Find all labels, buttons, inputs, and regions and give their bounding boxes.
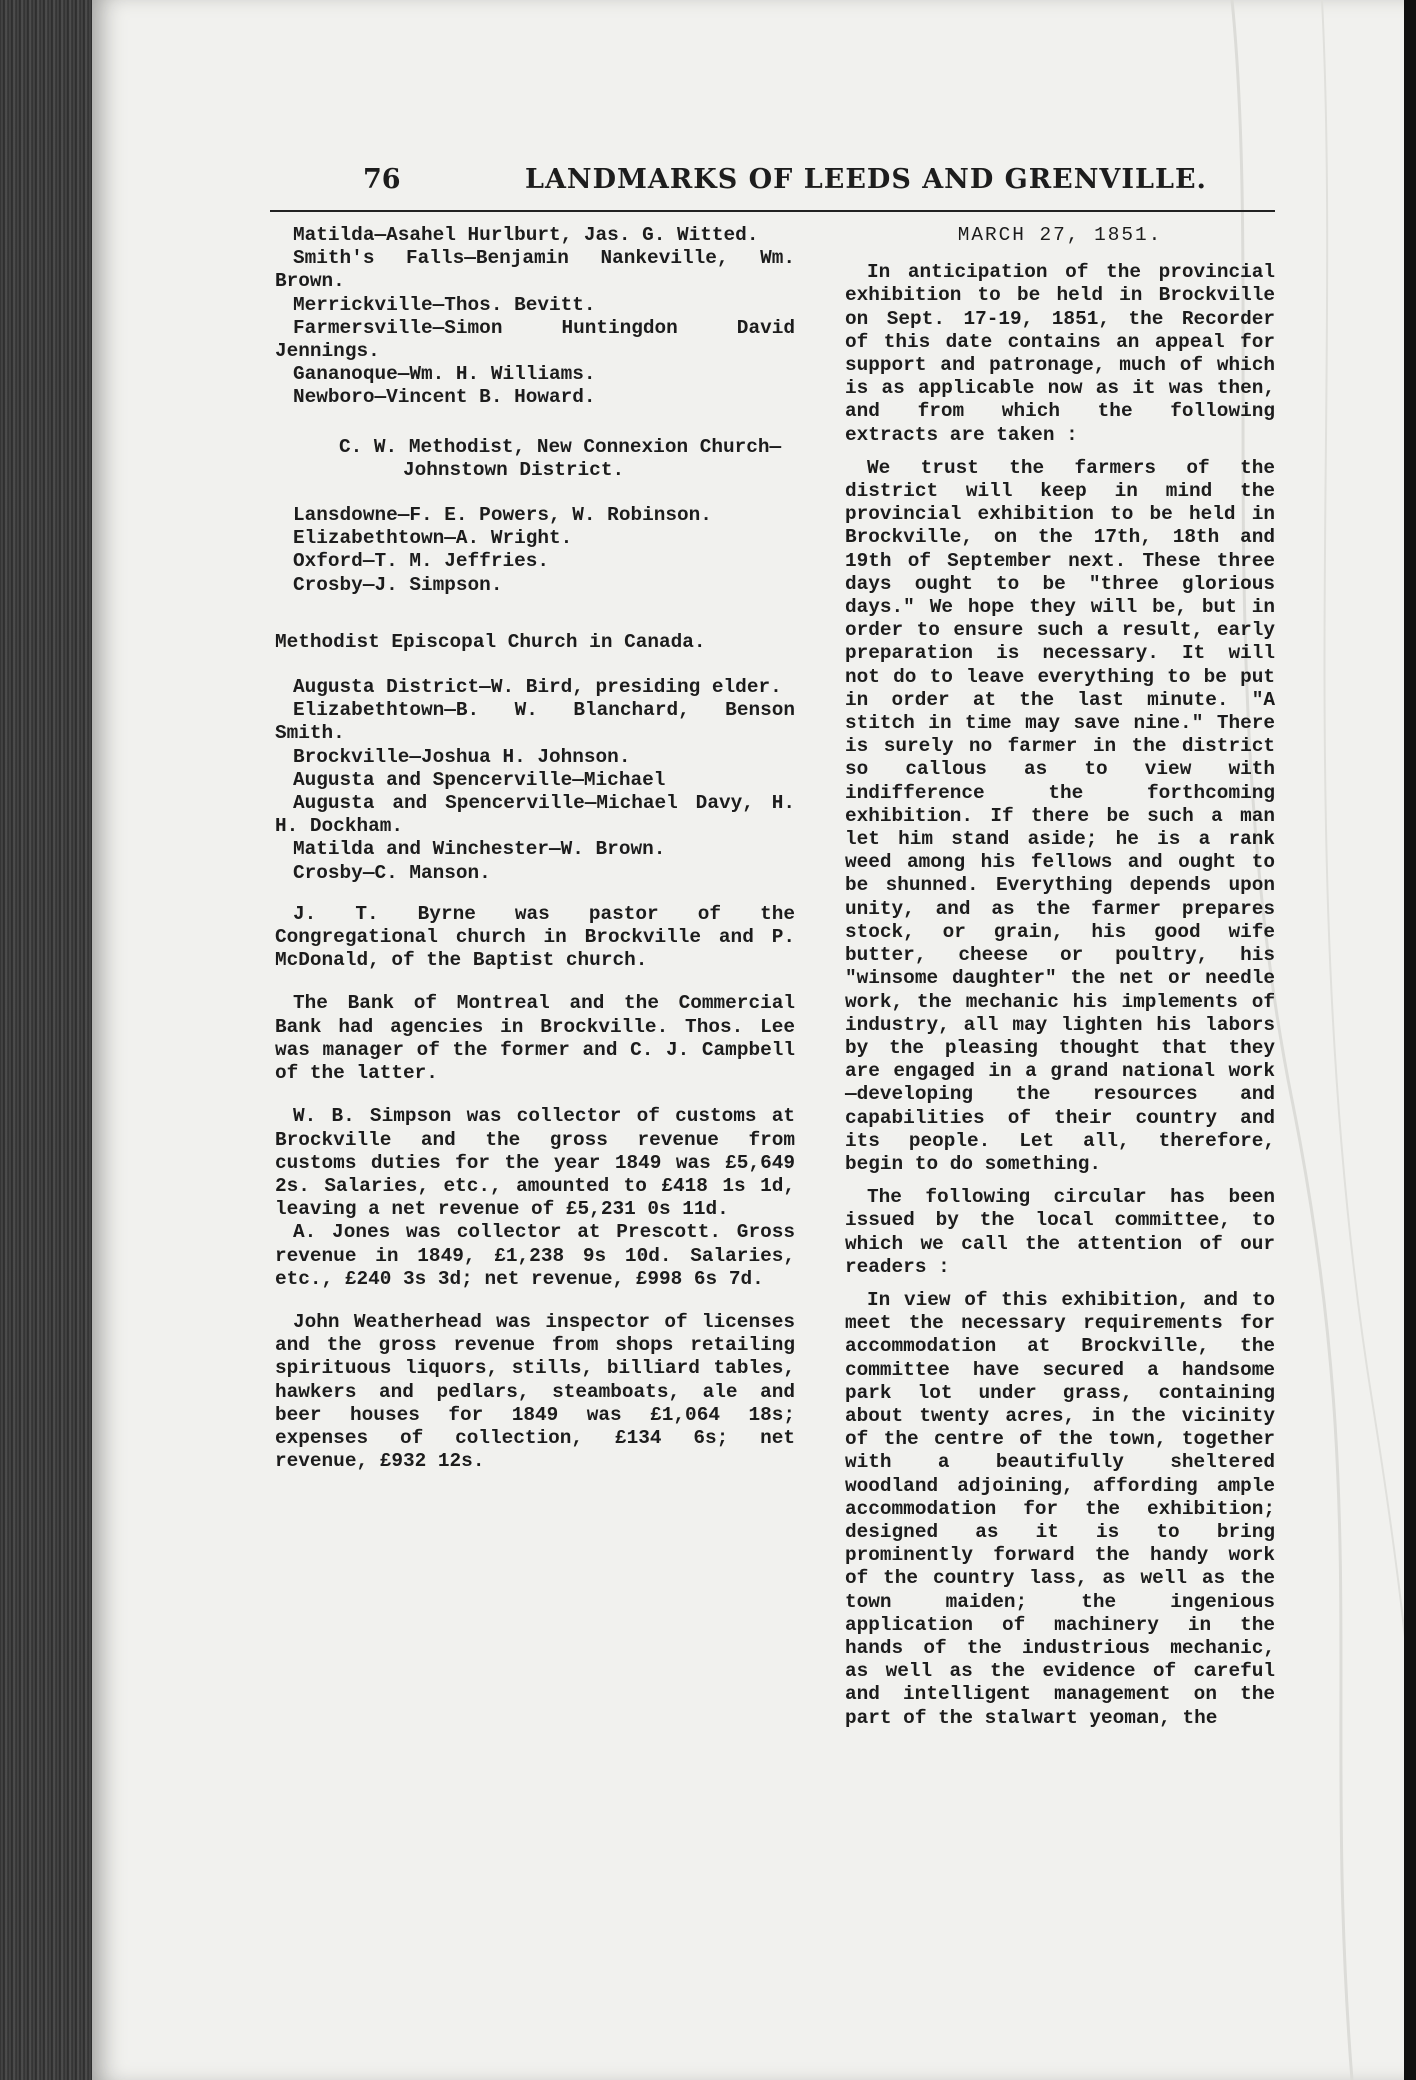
list-item: Crosby—C. Manson. bbox=[293, 861, 491, 884]
paragraph: The following circular has been issued by the local committee, to which we call the attention of our readers : bbox=[845, 1186, 1275, 1278]
list-item: Farmersville—Simon Huntingdon David Jennings. bbox=[275, 316, 795, 363]
list-item: Oxford—T. M. Jeffries. bbox=[293, 550, 549, 573]
list-item: Brockville—Joshua H. Johnson. bbox=[293, 745, 631, 768]
paragraph: In anticipation of the provincial exhibition to be held in Brockville on Sept. 17-19, 1851, the Recorder of this date contains an appeal for support and patronage, much of which is as applicable now as it was then, and from which the following extracts are taken : bbox=[845, 261, 1275, 446]
list-item: Gananoque—Wm. H. Williams. bbox=[293, 363, 596, 386]
page-right-border bbox=[1404, 0, 1416, 2080]
list-item: Lansdowne—F. E. Powers, W. Robinson. bbox=[293, 504, 712, 527]
paragraph: We trust the farmers of the district will keep in mind the provincial exhibition to be held in Brockville, on the 17th, 18th and 19th of September next. These three days ought to be "three glorious days." We hope they will be, but in order to ensure such a result, early preparation is necessary. It will not do to leave everything to be put in order at the last minute. "A stitch in time may save nine." There is surely no farmer in the district so callous as to view with indifference the forthcoming exhibition. If there be such a man let him stand aside; he is a rank weed among his fellows and ought to be shunned. Everything depends upon unity, and as the farmer prepares stock, or grain, his good wife butter, cheese or poultry, his "winsome daughter" the net or needle work, the mechanic his implements of industry, all may lighten his labors by the pleasing thought that they are engaged in a grand national work—developing the resources and capabilities of their country and its people. Let all, therefore, begin to do something. bbox=[845, 456, 1275, 1175]
paragraph: John Weatherhead was inspector of licenses and the gross revenue from shops retailing spirituous liquors, stills, billiard tables, hawkers and pedlars, steamboats, ale and beer houses for 1849 was £1,064 18s; expenses of collection, £134 6s; net revenue, £932 12s. bbox=[275, 1310, 795, 1473]
section-heading: C. W. Methodist, New Connexion Church—Johnstown District. bbox=[339, 435, 782, 481]
paragraph: In view of this exhibition, and to meet the necessary requirements for accommodation at Brockville, the committee have secured a handsome park lot under grass, containing about twenty acres, in the vicinity of the centre of the town, together with a beautifully sheltered woodland adjoining, affording ample accommodation for the exhibition; designed as it is to bring prominently forward the handy work of the country lass, as well as the town maiden; the ingenious application of machinery in the hands of the industrious mechanic, as well as the evidence of careful and intelligent management on the part of the stalwart yeoman, the bbox=[845, 1288, 1275, 1729]
right-column bbox=[845, 224, 1275, 1730]
list-item: Augusta and Spencerville—Michael Davy, H. H. Dockham. bbox=[275, 792, 795, 838]
list-item: Augusta and Spencerville—Michael bbox=[293, 768, 666, 791]
paragraph: J. T. Byrne was pastor of the Congregational church in Brockville and P. McDonald, of the Baptist church. bbox=[275, 902, 795, 972]
list-item: Matilda—Asahel Hurlburt, Jas. G. Witted. bbox=[293, 224, 759, 246]
list-item: Elizabethtown—A. Wright. bbox=[293, 527, 573, 550]
page-number: 76 bbox=[363, 164, 401, 195]
paragraph: A. Jones was collector at Prescott. Gross revenue in 1849, £1,238 9s 10d. Salaries, etc., £240 3s 3d; net revenue, £998 6s 7d. bbox=[275, 1221, 795, 1290]
list-item: Matilda and Winchester—W. Brown. bbox=[293, 838, 666, 861]
list-item: Augusta District—W. Bird, presiding elder. bbox=[293, 676, 782, 699]
list-item: Smith's Falls—Benjamin Nankeville, Wm. Brown. bbox=[275, 247, 795, 293]
page-header bbox=[270, 158, 1275, 212]
list-item: Elizabethtown—B. W. Blanchard, Benson Smith. bbox=[275, 699, 795, 745]
list-item: Crosby—J. Simpson. bbox=[293, 573, 503, 596]
left-column bbox=[275, 224, 795, 1483]
paragraph: W. B. Simpson was collector of customs at Brockville and the gross revenue from customs duties for the year 1849 was £5,649 2s. Salaries, etc., amounted to £418 1s 1d, leaving a net revenue of £5,231 0s 11d. bbox=[275, 1105, 795, 1221]
section-heading: Methodist Episcopal Church in Canada. bbox=[275, 630, 706, 653]
section-date-heading: MARCH 27, 1851. bbox=[957, 224, 1163, 246]
paragraph: The Bank of Montreal and the Commercial Bank had agencies in Brockville. Thos. Lee was manager of the former and C. J. Campbell of the latter. bbox=[275, 992, 795, 1085]
running-title: LANDMARKS OF LEEDS AND GRENVILLE. bbox=[525, 164, 1207, 195]
list-item: Newboro—Vincent B. Howard. bbox=[293, 386, 596, 409]
list-item: Merrickville—Thos. Bevitt. bbox=[293, 293, 596, 316]
